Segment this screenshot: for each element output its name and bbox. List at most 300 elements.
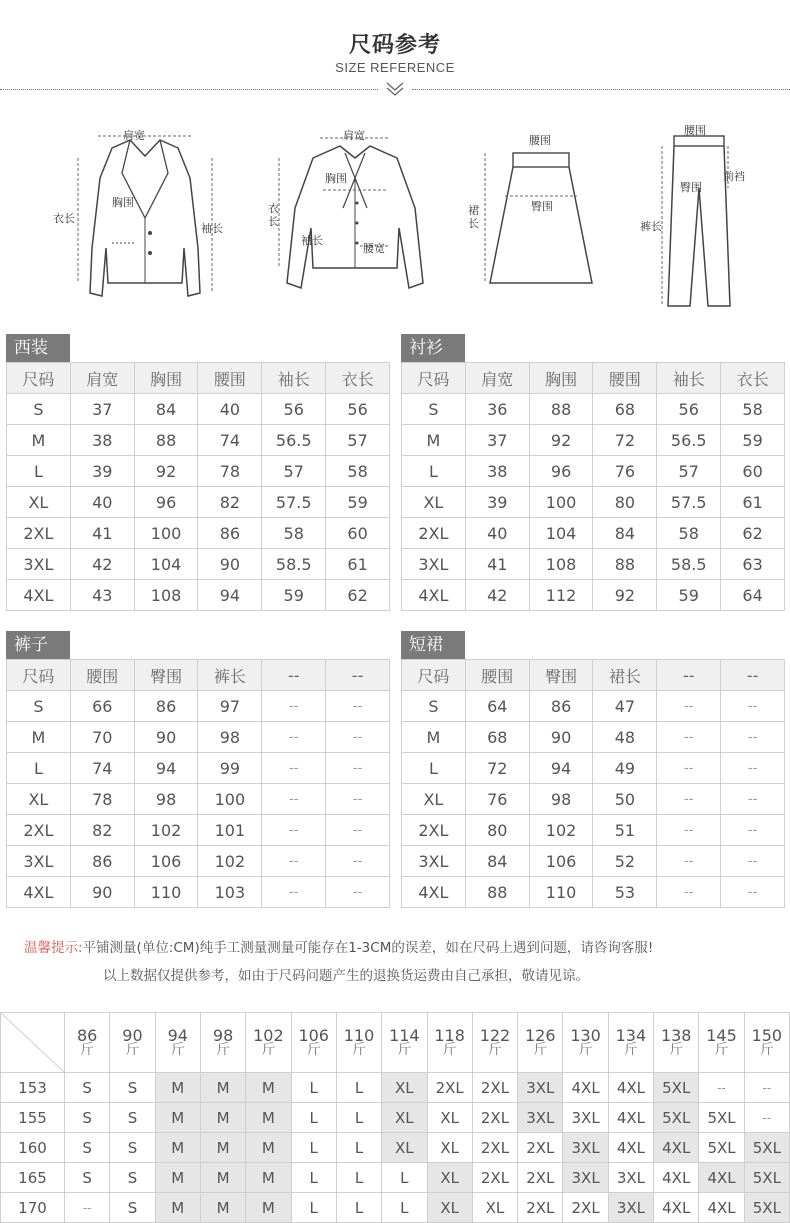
table-cell: 61	[326, 549, 390, 580]
size-cell: 3XL	[563, 1103, 608, 1133]
table-cell: 84	[593, 518, 657, 549]
weight-unit: 斤	[397, 1041, 412, 1058]
size-cell: 2XL	[472, 1163, 517, 1193]
table-cell: L	[7, 753, 71, 784]
size-cell: M	[155, 1073, 200, 1103]
weight-header-row	[1, 1013, 790, 1073]
size-cell: XL	[427, 1133, 472, 1163]
table-cell: 38	[465, 456, 529, 487]
table-cell: 82	[198, 487, 262, 518]
column-header: --	[262, 660, 326, 691]
table-cell: 86	[529, 691, 593, 722]
garment-illustrations	[0, 118, 790, 318]
table-tag-suit: 西装	[6, 334, 70, 362]
table-cell: 56	[326, 394, 390, 425]
table-cell: 72	[465, 753, 529, 784]
table-row	[402, 784, 785, 815]
table-cell: 100	[529, 487, 593, 518]
size-cell: S	[110, 1103, 155, 1133]
shirt-size-table	[401, 362, 785, 611]
table-cell: M	[7, 722, 71, 753]
table-row	[402, 456, 785, 487]
size-cell: L	[291, 1163, 336, 1193]
table-cell: 100	[134, 518, 198, 549]
table-cell: 88	[134, 425, 198, 456]
weight-unit: 斤	[125, 1041, 140, 1058]
table-cell: 4XL	[402, 877, 466, 908]
table-cell: 104	[134, 549, 198, 580]
notice-line-1	[0, 936, 790, 956]
table-cell: 106	[529, 846, 593, 877]
table-cell: 84	[134, 394, 198, 425]
weight-unit: 斤	[261, 1041, 276, 1058]
size-cell: L	[336, 1103, 381, 1133]
divider-left	[0, 89, 378, 90]
table-cell: 102	[134, 815, 198, 846]
table-row	[402, 722, 785, 753]
weight-value: 110	[343, 1025, 375, 1045]
table-cell: 98	[198, 722, 262, 753]
table-cell: 70	[70, 722, 134, 753]
size-cell: 4XL	[654, 1133, 699, 1163]
weight-header	[246, 1013, 291, 1073]
weight-value: 130	[570, 1025, 601, 1045]
weight-header	[744, 1013, 789, 1073]
table-tag-pants: 裤子	[6, 631, 70, 659]
size-cell: 3XL	[563, 1133, 608, 1163]
table-cell: --	[657, 753, 721, 784]
table-cell: 66	[70, 691, 134, 722]
weight-value: 134	[615, 1025, 647, 1045]
table-cell: 92	[529, 425, 593, 456]
weight-value: 98	[212, 1025, 234, 1045]
size-cell: --	[744, 1073, 789, 1103]
label-waist: 腰围	[684, 124, 706, 137]
table-cell: XL	[402, 487, 466, 518]
table-cell: 106	[134, 846, 198, 877]
size-cell: 4XL	[563, 1073, 608, 1103]
table-cell: 88	[529, 394, 593, 425]
size-cell: 5XL	[744, 1133, 789, 1163]
table-cell: 48	[593, 722, 657, 753]
size-cell: 5XL	[654, 1073, 699, 1103]
size-cell: M	[200, 1073, 245, 1103]
size-cell: 5XL	[654, 1103, 699, 1133]
table-cell: 40	[70, 487, 134, 518]
table-row	[402, 815, 785, 846]
table-cell: 57.5	[657, 487, 721, 518]
weight-unit: 斤	[442, 1041, 457, 1058]
weight-header	[336, 1013, 381, 1073]
weight-header	[155, 1013, 200, 1073]
weight-unit: 斤	[759, 1041, 774, 1058]
table-cell: 80	[465, 815, 529, 846]
shirt-icon	[265, 118, 445, 308]
size-cell: M	[246, 1163, 291, 1193]
table-tag-shirt: 衬衫	[401, 334, 465, 362]
table-row	[402, 549, 785, 580]
size-cell: L	[382, 1193, 427, 1223]
weight-unit: 斤	[533, 1041, 548, 1058]
table-cell: 88	[593, 549, 657, 580]
weight-unit: 斤	[578, 1041, 593, 1058]
table-row	[402, 691, 785, 722]
column-header: 尺码	[7, 660, 71, 691]
column-header: 臀围	[529, 660, 593, 691]
table-cell: --	[262, 691, 326, 722]
label-length: 裤长	[640, 220, 662, 233]
weight-header	[699, 1013, 744, 1073]
table-cell: L	[402, 456, 466, 487]
size-cell: 4XL	[699, 1163, 744, 1193]
table-cell: 108	[134, 580, 198, 611]
label-chest: 胸围	[112, 196, 134, 209]
table-cell: 86	[134, 691, 198, 722]
column-header: 衣长	[721, 363, 785, 394]
table-cell: 56	[657, 394, 721, 425]
table-cell: --	[657, 722, 721, 753]
size-cell: M	[246, 1133, 291, 1163]
column-header: 尺码	[402, 363, 466, 394]
table-row	[7, 580, 390, 611]
size-cell: XL	[382, 1133, 427, 1163]
table-cell: 62	[326, 580, 390, 611]
size-cell: XL	[427, 1103, 472, 1133]
label-waist: 腰围	[529, 134, 551, 147]
table-cell: 40	[465, 518, 529, 549]
column-header: 裤长	[198, 660, 262, 691]
weight-value: 145	[706, 1025, 737, 1045]
table-cell: XL	[7, 784, 71, 815]
size-cell: 2XL	[427, 1073, 472, 1103]
notice-text-1: 平铺测量(单位:CM)纯手工测量测量可能存在1-3CM的误差，如在尺码上遇到问题，请咨询客服!	[82, 940, 654, 956]
table-cell: 59	[721, 425, 785, 456]
size-cell: M	[200, 1163, 245, 1193]
table-cell: 58	[721, 394, 785, 425]
size-cell: 4XL	[699, 1193, 744, 1223]
table-cell: 112	[529, 580, 593, 611]
notice-text-2: 以上数据仅提供参考，如由于尺码问题产生的退换货运费由自己承担，敬请见谅。	[103, 968, 589, 984]
table-row	[7, 722, 390, 753]
table-cell: 59	[657, 580, 721, 611]
weight-value: 118	[434, 1025, 465, 1045]
table-row	[402, 518, 785, 549]
table-cell: --	[326, 784, 390, 815]
table-cell: L	[402, 753, 466, 784]
table-cell: 86	[70, 846, 134, 877]
height-cell: 165	[1, 1163, 65, 1193]
table-cell: --	[326, 846, 390, 877]
size-cell: 2XL	[563, 1193, 608, 1223]
table-cell: 38	[70, 425, 134, 456]
table-cell: 68	[593, 394, 657, 425]
table-cell: S	[402, 691, 466, 722]
table-header-row	[7, 660, 390, 691]
table-cell: 68	[465, 722, 529, 753]
table-cell: 56.5	[262, 425, 326, 456]
height-cell: 153	[1, 1073, 65, 1103]
column-header: --	[721, 660, 785, 691]
table-row	[7, 815, 390, 846]
size-cell: 3XL	[518, 1073, 563, 1103]
table-cell: 90	[198, 549, 262, 580]
table-cell: 101	[198, 815, 262, 846]
table-cell: 56.5	[657, 425, 721, 456]
table-cell: S	[402, 394, 466, 425]
size-cell: 4XL	[608, 1133, 653, 1163]
weight-header	[65, 1013, 110, 1073]
table-row	[7, 549, 390, 580]
weight-value: 126	[525, 1025, 556, 1045]
divider-right	[412, 89, 790, 90]
table-cell: 42	[70, 549, 134, 580]
column-header: 胸围	[134, 363, 198, 394]
size-cell: L	[336, 1163, 381, 1193]
table-cell: 2XL	[7, 815, 71, 846]
label-rise: 前裆	[723, 170, 745, 183]
weight-value: 86	[76, 1025, 98, 1045]
column-header: 肩宽	[70, 363, 134, 394]
weight-value: 102	[253, 1025, 284, 1045]
table-cell: 39	[70, 456, 134, 487]
label-length: 衣长	[268, 202, 279, 228]
table-row	[1, 1073, 790, 1103]
height-cell: 155	[1, 1103, 65, 1133]
table-cell: 2XL	[402, 815, 466, 846]
table-row	[1, 1133, 790, 1163]
weight-value: 94	[167, 1025, 188, 1045]
size-cell: 5XL	[744, 1193, 789, 1223]
table-row	[7, 518, 390, 549]
diagonal-line	[1, 1013, 65, 1073]
weight-value: 122	[479, 1025, 511, 1045]
table-cell: 50	[593, 784, 657, 815]
size-cell: --	[699, 1073, 744, 1103]
size-cell: XL	[427, 1163, 472, 1193]
table-cell: 88	[465, 877, 529, 908]
size-cell: S	[65, 1163, 110, 1193]
table-cell: 90	[134, 722, 198, 753]
notice-label: 温馨提示:	[24, 940, 83, 956]
table-cell: --	[326, 691, 390, 722]
table-cell: 43	[70, 580, 134, 611]
table-cell: 82	[70, 815, 134, 846]
table-cell: 78	[198, 456, 262, 487]
size-cell: M	[155, 1163, 200, 1193]
size-cell: XL	[427, 1193, 472, 1223]
page-subtitle: SIZE REFERENCE	[335, 60, 455, 75]
table-cell: --	[657, 784, 721, 815]
table-header-row	[7, 363, 390, 394]
table-cell: 98	[134, 784, 198, 815]
size-cell: 2XL	[472, 1073, 517, 1103]
size-cell: S	[110, 1163, 155, 1193]
table-cell: 90	[70, 877, 134, 908]
height-weight-size-table	[0, 1012, 790, 1223]
table-cell: 59	[262, 580, 326, 611]
table-cell: 52	[593, 846, 657, 877]
size-cell: 2XL	[472, 1133, 517, 1163]
table-row	[1, 1103, 790, 1133]
weight-header	[110, 1013, 155, 1073]
size-cell: M	[246, 1073, 291, 1103]
column-header: 衣长	[326, 363, 390, 394]
table-cell: 63	[721, 549, 785, 580]
table-cell: 102	[198, 846, 262, 877]
table-cell: M	[7, 425, 71, 456]
suit-size-table	[6, 362, 390, 611]
weight-unit: 斤	[487, 1041, 502, 1058]
table-cell: 80	[593, 487, 657, 518]
table-cell: 92	[134, 456, 198, 487]
table-cell: 57.5	[262, 487, 326, 518]
table-cell: 41	[465, 549, 529, 580]
size-cell: M	[246, 1193, 291, 1223]
size-cell: 5XL	[699, 1133, 744, 1163]
table-cell: --	[262, 877, 326, 908]
column-header: 尺码	[7, 363, 71, 394]
size-cell: --	[65, 1193, 110, 1223]
table-cell: 37	[70, 394, 134, 425]
table-cell: 2XL	[402, 518, 466, 549]
label-sleeve: 袖长	[201, 222, 223, 235]
table-cell: 59	[326, 487, 390, 518]
size-cell: S	[110, 1193, 155, 1223]
table-row	[402, 846, 785, 877]
table-row	[7, 394, 390, 425]
size-cell: L	[336, 1133, 381, 1163]
table-cell: --	[721, 784, 785, 815]
table-cell: 2XL	[7, 518, 71, 549]
table-cell: --	[721, 877, 785, 908]
table-cell: 92	[593, 580, 657, 611]
weight-header	[654, 1013, 699, 1073]
table-cell: 74	[70, 753, 134, 784]
column-header: 尺码	[402, 660, 466, 691]
table-row	[7, 456, 390, 487]
shirt-illustration	[265, 118, 445, 308]
size-cell: 2XL	[518, 1163, 563, 1193]
weight-value: 114	[389, 1025, 420, 1045]
suit-illustration	[50, 118, 240, 308]
size-cell: L	[291, 1073, 336, 1103]
label-sleeve: 袖长	[301, 234, 323, 247]
size-cell: S	[65, 1103, 110, 1133]
size-cell: M	[155, 1103, 200, 1133]
weight-value: 106	[298, 1025, 329, 1045]
column-header: 袖长	[262, 363, 326, 394]
table-cell: 57	[657, 456, 721, 487]
column-header: 裙长	[593, 660, 657, 691]
height-cell: 170	[1, 1193, 65, 1223]
weight-header	[608, 1013, 653, 1073]
table-cell: 64	[465, 691, 529, 722]
table-cell: 51	[593, 815, 657, 846]
table-row	[402, 394, 785, 425]
table-cell: 56	[262, 394, 326, 425]
table-cell: 61	[721, 487, 785, 518]
table-cell: 96	[134, 487, 198, 518]
table-cell: 97	[198, 691, 262, 722]
size-cell: 2XL	[472, 1103, 517, 1133]
table-cell: --	[326, 753, 390, 784]
table-cell: 41	[70, 518, 134, 549]
label-chest: 胸围	[325, 172, 347, 185]
table-cell: 98	[529, 784, 593, 815]
size-cell: L	[291, 1103, 336, 1133]
table-row	[7, 425, 390, 456]
suit-jacket-icon	[50, 118, 240, 308]
table-cell: --	[262, 722, 326, 753]
table-cell: 76	[465, 784, 529, 815]
table-cell: XL	[402, 784, 466, 815]
table-cell: 36	[465, 394, 529, 425]
label-shoulder: 肩宽	[343, 129, 365, 142]
table-cell: 96	[529, 456, 593, 487]
size-cell: M	[246, 1103, 291, 1133]
size-cell: 2XL	[518, 1133, 563, 1163]
size-cell: 4XL	[608, 1103, 653, 1133]
table-cell: 74	[198, 425, 262, 456]
table-cell: 62	[721, 518, 785, 549]
weight-unit: 斤	[80, 1041, 95, 1058]
weight-value: 90	[122, 1025, 143, 1045]
skirt-size-table	[401, 659, 785, 908]
column-header: 腰围	[465, 660, 529, 691]
table-cell: 108	[529, 549, 593, 580]
size-cell: 5XL	[744, 1163, 789, 1193]
table-cell: 3XL	[7, 846, 71, 877]
table-cell: 72	[593, 425, 657, 456]
table-cell: M	[402, 425, 466, 456]
label-waist: 腰宽	[363, 242, 385, 255]
table-cell: --	[721, 846, 785, 877]
column-header: 腰围	[593, 363, 657, 394]
weight-value: 150	[751, 1025, 783, 1045]
weight-header	[563, 1013, 608, 1073]
size-cell: S	[65, 1133, 110, 1163]
size-cell: 3XL	[518, 1103, 563, 1133]
size-cell: L	[336, 1073, 381, 1103]
table-cell: 3XL	[402, 846, 466, 877]
weight-header	[382, 1013, 427, 1073]
size-cell: 4XL	[654, 1193, 699, 1223]
size-cell: 4XL	[654, 1163, 699, 1193]
size-cell: L	[291, 1193, 336, 1223]
table-cell: 40	[198, 394, 262, 425]
table-cell: --	[657, 877, 721, 908]
height-cell: 160	[1, 1133, 65, 1163]
table-cell: 58	[657, 518, 721, 549]
table-cell: --	[721, 691, 785, 722]
table-cell: 94	[134, 753, 198, 784]
table-row	[7, 691, 390, 722]
weight-unit: 斤	[623, 1041, 638, 1058]
size-cell: S	[65, 1073, 110, 1103]
size-cell: M	[155, 1133, 200, 1163]
size-cell: XL	[382, 1103, 427, 1133]
table-cell: 58.5	[262, 549, 326, 580]
table-header-row	[402, 363, 785, 394]
table-row	[7, 846, 390, 877]
notice-line-2	[0, 964, 790, 984]
size-cell: L	[382, 1163, 427, 1193]
size-cell: L	[291, 1133, 336, 1163]
table-cell: 90	[529, 722, 593, 753]
table-cell: 37	[465, 425, 529, 456]
column-header: 腰围	[198, 363, 262, 394]
size-cell: 5XL	[699, 1103, 744, 1133]
